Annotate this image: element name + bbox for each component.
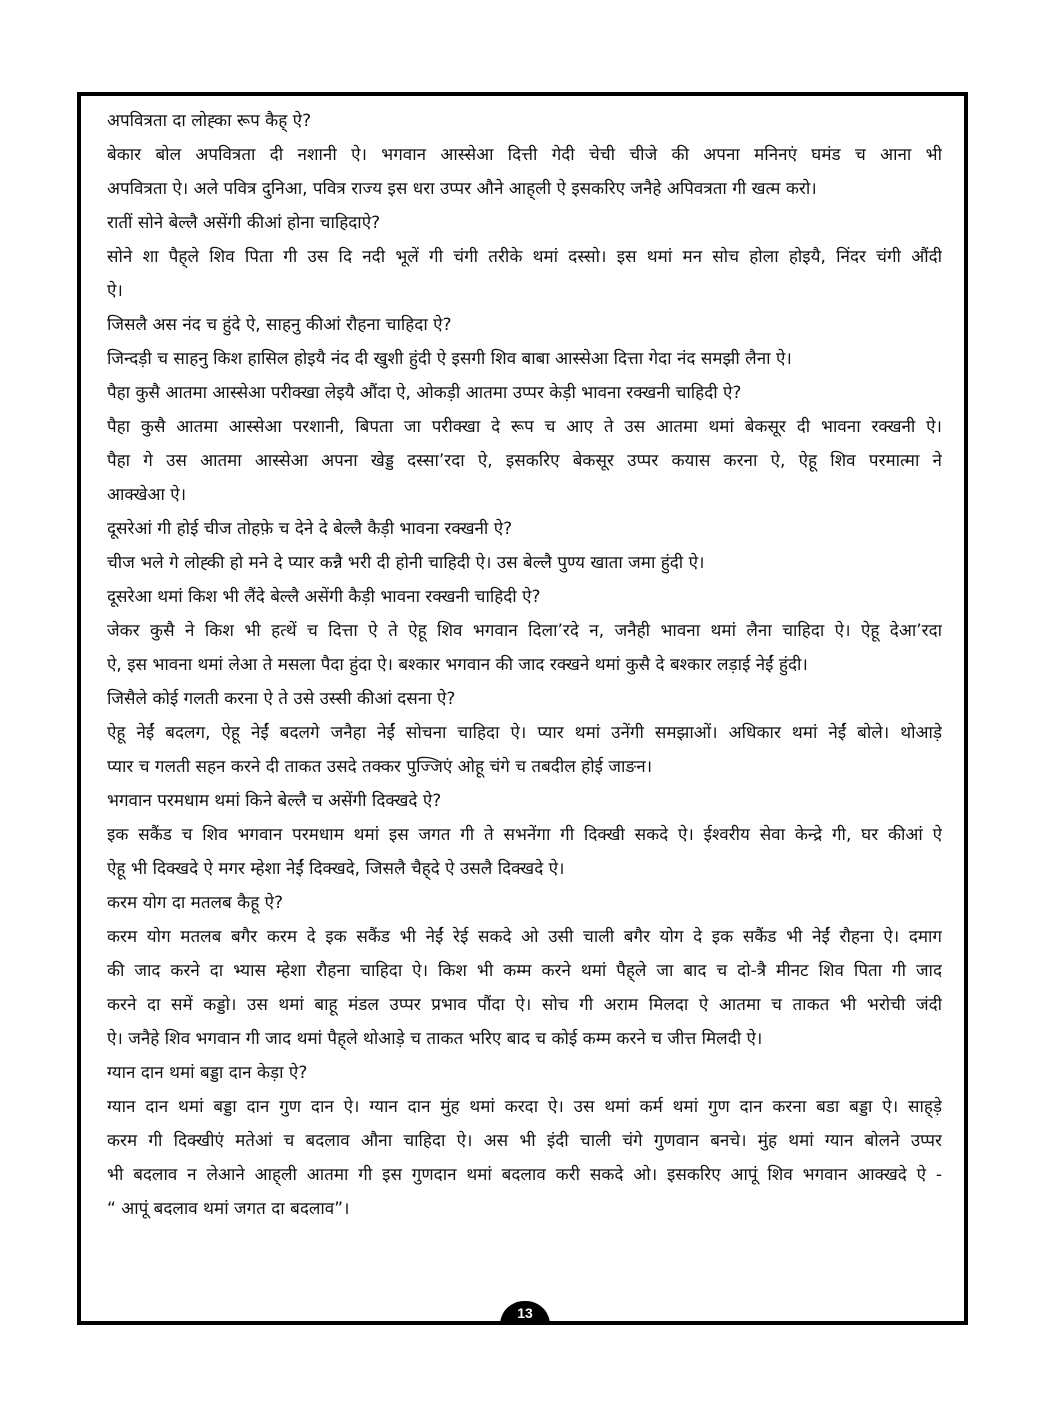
text-line: ग्यान दान थमां बड्डा दान केड़ा ऐ? [107, 1063, 308, 1083]
text-line: जेकर कुसै ने किश भी हत्थें च दित्ता ऐ ते ऐहू शिव भगवान दिला’रदे न, जनैही भावना थमां लैना चाहिदा ऐ। ऐहू देआ’रदा [107, 621, 942, 641]
text-line: भगवान परमधाम थमां किने बेल्लै च असेंगी दिक्खदे ऐ? [107, 791, 442, 811]
text-line: दूसरेआं गी होई चीज तोहफ़े च देने दे बेल्लै कैड़ी भावना रक्खनी ऐ? [107, 519, 513, 539]
text-line: आक्खेआ ऐ। [107, 485, 187, 505]
text-line: रातीं सोने बेल्लै असेंगी कीआं होना चाहिदाऐ? [107, 213, 381, 233]
text-line: अपवित्रता ऐ। अले पवित्र दुनिआ, पवित्र राज्य इस धरा उप्पर औने आह्‌ली ऐ इसकरिए जनैहे अपिवत्रता गी खत्म करो। [107, 179, 817, 199]
text-line: “ आपूं बदलाव थमां जगत दा बदलाव”। [107, 1199, 350, 1219]
text-line: करम योग दा मतलब कैहू ऐ? [107, 893, 284, 913]
text-line: इक सकैंड च शिव भगवान परमधाम थमां इस जगत गी ते सभनेंगा गी दिक्खी सकदे ऐ। ईश्वरीय सेवा केन्द्रे गी, घर कीआं ऐ [107, 825, 942, 845]
text-line: जिसैले कोई गलती करना ऐ ते उसे उस्सी कीआं दसना ऐ? [107, 689, 456, 709]
page-frame [77, 92, 968, 1325]
text-body [107, 104, 942, 1226]
text-line: करम योग मतलब बगैर करम दे इक सकैंड भी नेईं रेई सकदे ओ उसी चाली बगैर योग दे इक सकैंड भी नेईं रौहना ऐ। दमाग [107, 927, 942, 947]
text-line: ऐ। [107, 281, 123, 301]
text-line: पैहा गे उस आतमा आस्सेआ अपना खेड्ड दस्सा’रदा ऐ, इसकरिए बेकसूर उप्पर कयास करना ऐ, ऐहू शिव परमात्मा ने [107, 451, 942, 471]
text-line: बेकार बोल अपवित्रता दी नशानी ऐ। भगवान आस्सेआ दित्ती गेदी चेची चीजे की अपना मनिनएं घमंड च आना भी [107, 145, 942, 165]
text-line: अपवित्रता दा लोह्का रूप कैह् ऐ? [107, 111, 312, 131]
text-line: ऐ, इस भावना थमां लेआ ते मसला पैदा हुंदा ऐ। बश्कार भगवान की जाद रक्खने थमां कुसै दे बश्कार लड़ाई नेईं हुंदी। [107, 655, 808, 675]
text-line: पैहा कुसै आतमा आस्सेआ परशानी, बिपता जा परीक्खा दे रूप च आए ते उस आतमा थमां बेकसूर दी भावना रक्खनी ऐ। [107, 417, 942, 437]
text-line: ऐ। जनैहे शिव भगवान गी जाद थमां पैह्‌ले थोआड़े च ताकत भरिए बाद च कोई कम्म करने च जीत्त मिलदी ऐ। [107, 1029, 763, 1049]
text-line: दूसरेआ थमां किश भी लैंदे बेल्लै असेंगी कैड़ी भावना रक्खनी चाहिदी ऐ? [107, 587, 541, 607]
page-number: 13 [500, 1301, 550, 1325]
text-line: सोने शा पैह्‌ले शिव पिता गी उस दि नदी भूलें गी चंगी तरीके थमां दस्सो। इस थमां मन सोच होला होइयै, निंदर चंगी औंदी [107, 247, 942, 267]
text-line: प्यार च गलती सहन करने दी ताकत उसदे तक्कर पुज्जिएं ओहू चंगे च तबदील होई जाङन। [107, 757, 653, 777]
text-line: भी बदलाव न लेआने आह्‌ली आतमा गी इस गुणदान थमां बदलाव करी सकदे ओ। इसकरिए आपूं शिव भगवान आक्खदे ऐ - [107, 1165, 942, 1185]
text-line: जिन्दड़ी च साहनु किश हासिल होइयै नंद दी खुशी हुंदी ऐ इसगी शिव बाबा आस्सेआ दित्ता गेदा नंद समझी लैना ऐ। [107, 349, 792, 369]
text-line: पैहा कुसै आतमा आस्सेआ परीक्खा लेइयै औंदा ऐ, ओकड़ी आतमा उप्पर केड़ी भावना रक्खनी चाहिदी ऐ? [107, 383, 742, 403]
text-line: की जाद करने दा भ्यास म्हेशा रौहना चाहिदा ऐ। किश भी कम्म करने थमां पैह्‌ले जा बाद च दो-त्रै मीनट शिव पिता गी जाद [107, 961, 942, 981]
text-line: चीज भले गे लोह्की हो मने दे प्यार कन्नै भरी दी होनी चाहिदी ऐ। उस बेल्लै पुण्य खाता जमा हुंदी ऐ। [107, 553, 705, 573]
text-line: जिसलै अस नंद च हुंदे ऐ, साहनु कीआं रौहना चाहिदा ऐ? [107, 315, 452, 335]
text-line: करम गी दिक्खीएं मतेआं च बदलाव औना चाहिदा ऐ। अस भी इंदी चाली चंगे गुणवान बनचे। मुंह थमां ग्यान बोलने उप्पर [107, 1131, 942, 1151]
text-line: ग्यान दान थमां बड्डा दान गुण दान ऐ। ग्यान दान मुंह थमां करदा ऐ। उस थमां कर्म थमां गुण दान करना बडा बड्डा ऐ। साह्‌ड़े [107, 1097, 942, 1117]
text-line: ऐहू नेईं बदलग, ऐहू नेईं बदलगे जनैहा नेईं सोचना चाहिदा ऐ। प्यार थमां उनेंगी समझाओं। अधिकार थमां नेईं बोले। थोआड़े [107, 723, 942, 743]
text-line: ऐहू भी दिक्खदे ऐ मगर म्हेशा नेईं दिक्खदे, जिसलै चैह्‌दे ऐ उसलै दिक्खदे ऐ। [107, 859, 565, 879]
text-line: करने दा समें कड्डो। उस थमां बाहू मंडल उप्पर प्रभाव पौंदा ऐ। सोच गी अराम मिलदा ऐ आतमा च ताकत भी भरोची जंदी [107, 995, 942, 1015]
